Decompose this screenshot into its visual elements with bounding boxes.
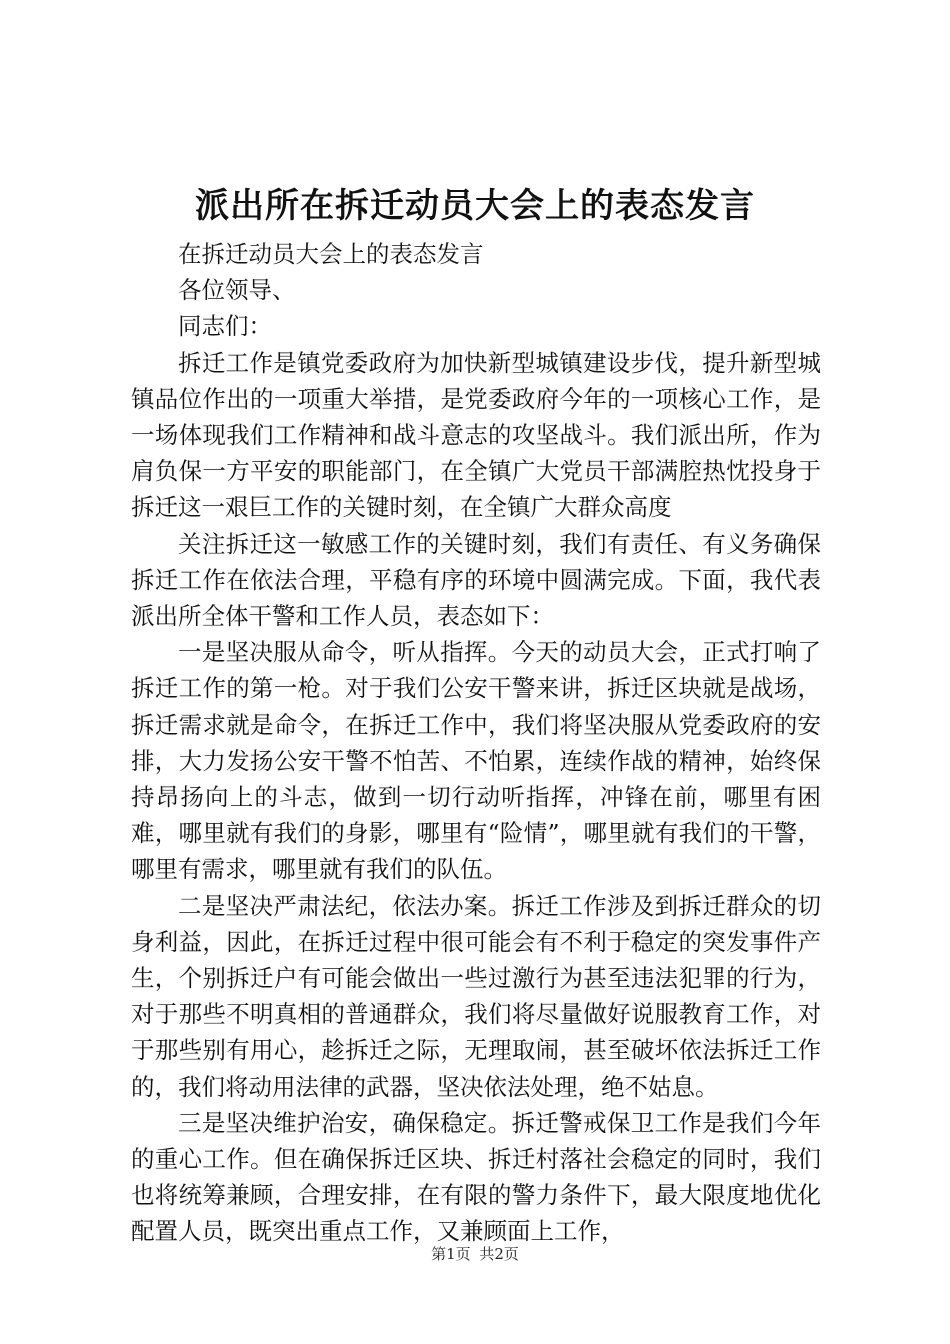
document-title: 派出所在拆迁动员大会上的表态发言 — [195, 186, 755, 226]
body-paragraph: 关注拆迁这一敏感工作的关键时刻，我们有责任、有义务确保拆迁工作在依法合理，平稳有序的环境中圆满完成。下面，我代表派出所全体干警和工作人员，表态如下： — [131, 529, 821, 631]
body-paragraph: 拆迁工作是镇党委政府为加快新型城镇建设步伐，提升新型城镇品位作出的一项重大举措，是党委政府今年的一项核心工作，是一场体现我们工作精神和战斗意志的攻坚战斗。我们派出所，作为肩负保一方平安的职能部门，在全镇广大党员干部满腔热忱投身于拆迁这一艰巨工作的关键时刻，在全镇广大群众高度 — [131, 348, 821, 522]
page-number: 第1页 — [431, 1245, 471, 1263]
salutation-leaders: 各位领导、 — [178, 276, 296, 305]
page-total: 共2页 — [479, 1245, 519, 1263]
body-paragraph: 三是坚决维护治安，确保稳定。拆迁警戒保卫工作是我们今年的重心工作。但在确保拆迁区块、拆迁村落社会稳定的同时，我们也将统筹兼顾，合理安排，在有限的警力条件下，最大限度地优化配置人员，既突出重点工作，又兼顾面上工作， — [131, 1108, 821, 1246]
page-footer — [0, 1243, 950, 1265]
document-body — [131, 236, 821, 1250]
body-paragraph: 一是坚决服从命令，听从指挥。今天的动员大会，正式打响了拆迁工作的第一枪。对于我们公安干警来讲，拆迁区块就是战场，拆迁需求就是命令，在拆迁工作中，我们将坚决服从党委政府的安排，大力发扬公安干警不怕苦、不怕累，连续作战的精神，始终保持昂扬向上的斗志，做到一切行动听指挥，冲锋在前，哪里有困难，哪里就有我们的身影，哪里有“险情”，哪里就有我们的干警，哪里有需求，哪里就有我们的队伍。 — [131, 638, 821, 884]
body-paragraph: 二是坚决严肃法纪，依法办案。拆迁工作涉及到拆迁群众的切身利益，因此，在拆迁过程中很可能会有不利于稳定的突发事件产生，个别拆迁户有可能会做出一些过激行为甚至违法犯罪的行为，对于那些不明真相的普通群众，我们将尽量做好说服教育工作，对于那些别有用心，趁拆迁之际，无理取闹，甚至破坏依法拆迁工作的，我们将动用法律的武器，坚决依法处理，绝不姑息。 — [131, 891, 821, 1101]
salutation-comrades: 同志们： — [178, 312, 272, 341]
subtitle-paragraph: 在拆迁动员大会上的表态发言 — [178, 240, 484, 268]
